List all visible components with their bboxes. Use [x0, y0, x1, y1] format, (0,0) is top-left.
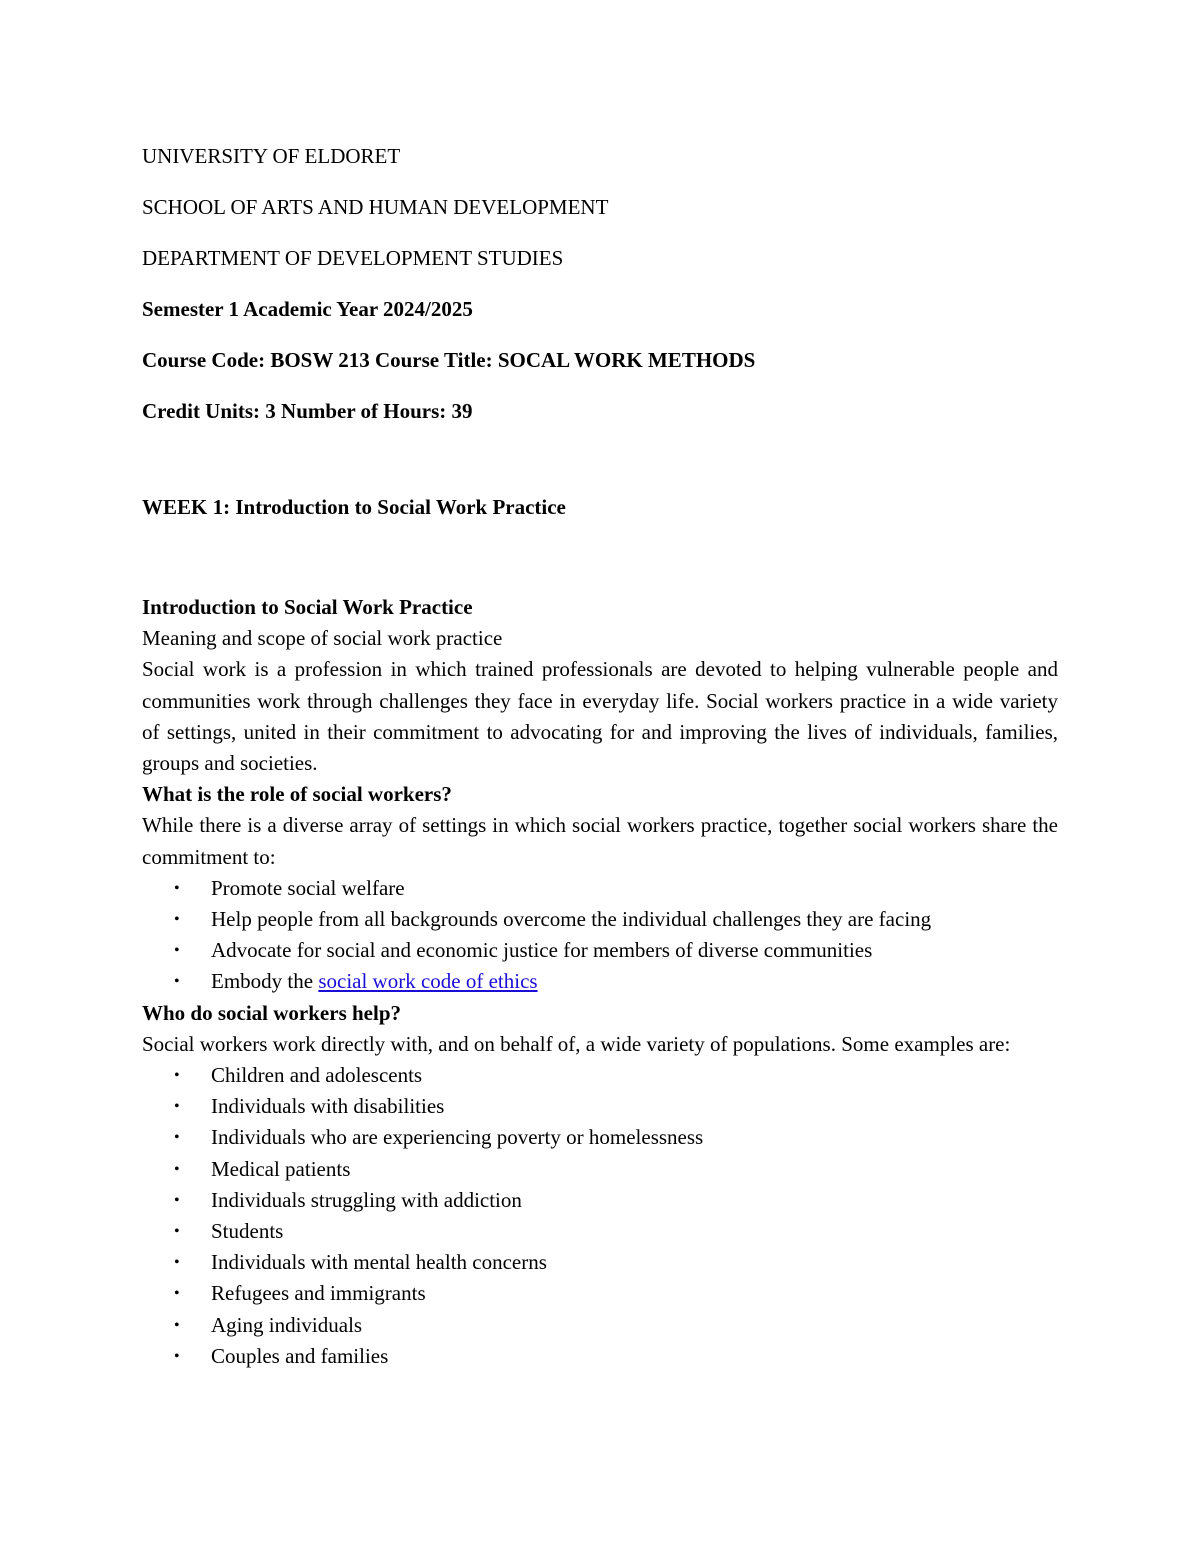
list-item-text: Refugees and immigrants	[211, 1281, 426, 1306]
list-item-text: Couples and families	[211, 1343, 389, 1368]
list-item	[142, 1278, 1058, 1309]
credits-line: Credit Units: 3 Number of Hours: 39	[142, 399, 473, 423]
bullet-icon: •	[174, 942, 180, 960]
role-heading: What is the role of social workers?	[142, 782, 452, 807]
list-item	[142, 1310, 1058, 1341]
university-name: UNIVERSITY OF ELDORET	[142, 144, 401, 168]
list-item	[142, 904, 1058, 935]
intro-paragraph: Social work is a profession in which trained professionals are devoted to helping vulnerable people and communities work through challenges they face in everyday life. Social workers practice in a wide variety of settings, united in their commitment to advocating for and improving the lives of individuals, families, groups and societies.	[142, 657, 1058, 776]
bullet-icon: •	[174, 1223, 180, 1241]
bullet-icon: •	[174, 1067, 180, 1085]
list-item-text: Individuals with mental health concerns	[211, 1250, 547, 1275]
bullet-icon: •	[174, 1316, 180, 1334]
list-item-text: Advocate for social and economic justice for members of diverse communities	[211, 938, 873, 963]
help-paragraph: Social workers work directly with, and on behalf of, a wide variety of populations. Some examples are:	[142, 1031, 1011, 1056]
section-title: Introduction to Social Work Practice	[142, 595, 473, 619]
list-item-text: Help people from all backgrounds overcome the individual challenges they are facing	[211, 907, 932, 932]
bullet-icon: •	[174, 1129, 180, 1147]
department-name: DEPARTMENT OF DEVELOPMENT STUDIES	[142, 246, 564, 270]
list-item-text: Students	[211, 1219, 284, 1244]
bullet-icon: •	[174, 1285, 180, 1303]
role-bullet-list	[142, 873, 1058, 998]
list-item-text: Aging individuals	[211, 1312, 363, 1337]
code-of-ethics-link[interactable]: social work code of ethics	[318, 969, 538, 994]
list-item	[142, 1154, 1058, 1185]
list-item	[142, 1247, 1058, 1278]
list-item	[142, 935, 1058, 966]
course-line: Course Code: BOSW 213 Course Title: SOCAL WORK METHODS	[142, 348, 756, 372]
bullet-icon: •	[174, 1098, 180, 1116]
list-item-text: Individuals struggling with addiction	[211, 1187, 522, 1212]
bullet-icon: •	[174, 973, 180, 991]
section-subtitle: Meaning and scope of social work practice	[142, 626, 503, 651]
bullet-icon: •	[174, 879, 180, 897]
list-item	[142, 1060, 1058, 1091]
list-item	[142, 1122, 1058, 1153]
help-bullet-list	[142, 1060, 1058, 1372]
week-heading: WEEK 1: Introduction to Social Work Practice	[142, 495, 566, 519]
list-item-text: Embody the	[211, 969, 319, 994]
list-item-text: Children and adolescents	[211, 1063, 423, 1088]
list-item	[142, 1185, 1058, 1216]
list-item	[142, 1091, 1058, 1122]
list-item-text: Individuals with disabilities	[211, 1094, 445, 1119]
bullet-icon: •	[174, 1347, 180, 1365]
bullet-icon: •	[174, 1254, 180, 1272]
list-item	[142, 1341, 1058, 1372]
section-introduction	[142, 592, 1058, 1372]
document-content	[142, 140, 1058, 1372]
bullet-icon: •	[174, 911, 180, 929]
role-paragraph: While there is a diverse array of settings in which social workers practice, together social workers share the commitment to:	[142, 813, 1058, 869]
bullet-icon: •	[174, 1191, 180, 1209]
semester-line: Semester 1 Academic Year 2024/2025	[142, 297, 473, 321]
list-item	[142, 873, 1058, 904]
school-name: SCHOOL OF ARTS AND HUMAN DEVELOPMENT	[142, 195, 609, 219]
help-heading: Who do social workers help?	[142, 1000, 402, 1025]
list-item	[142, 1216, 1058, 1247]
list-item-text: Individuals who are experiencing poverty or homelessness	[211, 1125, 704, 1150]
list-item	[142, 966, 1058, 997]
list-item-text: Promote social welfare	[211, 875, 405, 900]
list-item-text: Medical patients	[211, 1156, 351, 1181]
bullet-icon: •	[174, 1160, 180, 1178]
